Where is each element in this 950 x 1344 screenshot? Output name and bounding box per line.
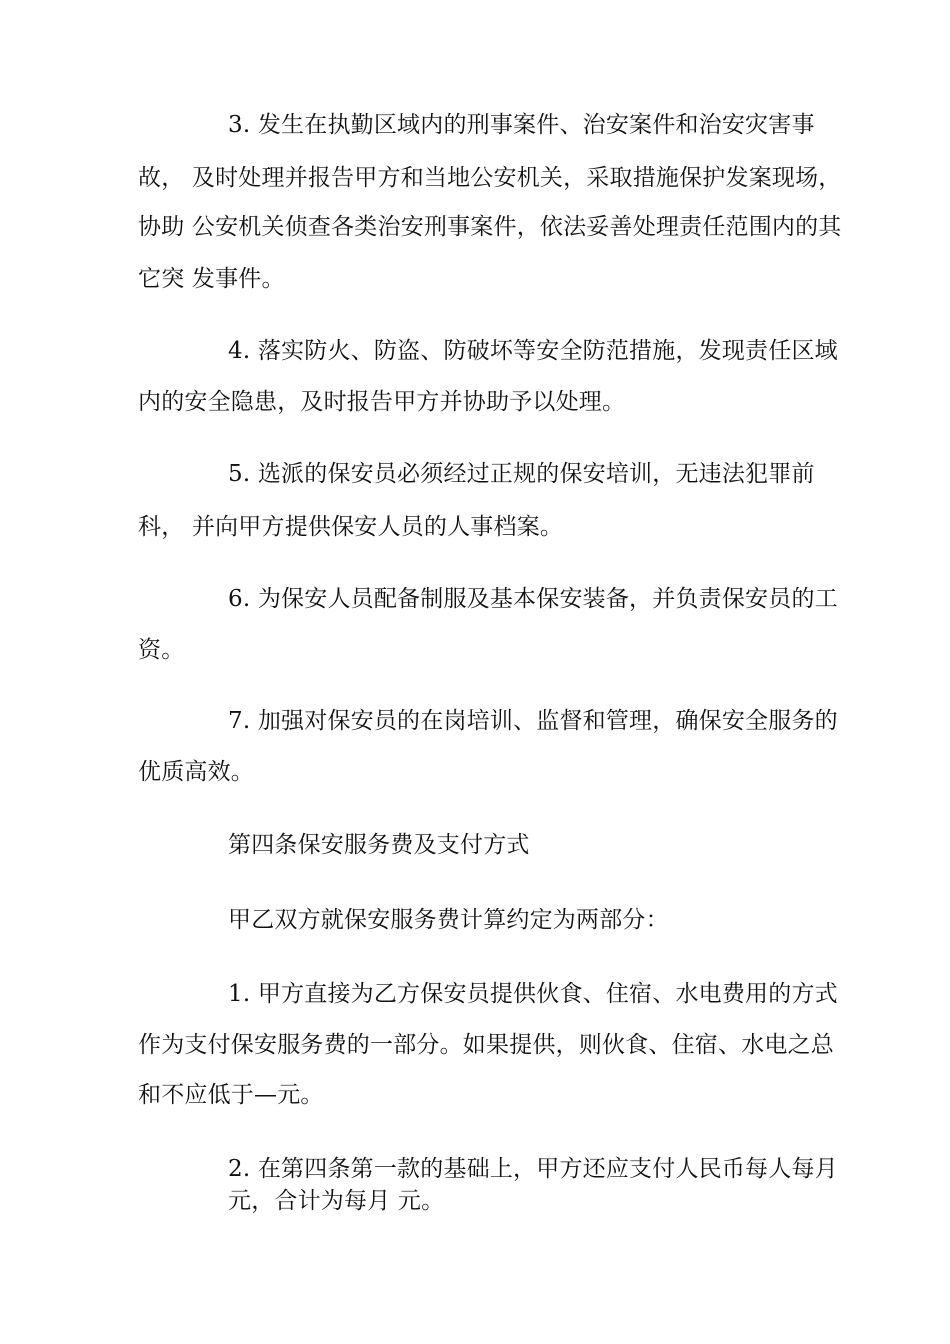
paragraph-9-line-2: 元，合计为每月 元。 [228, 1188, 445, 1214]
paragraph-1-line-4: 它突 发事件。 [138, 266, 285, 292]
paragraph-1-line-2: 故， 及时处理并报告甲方和当地公安机关，采取措施保护发案现场， [138, 165, 842, 191]
paragraph-1-line-1: 3. 发生在执勤区域内的刑事案件、治安案件和治安灾害事 [228, 112, 815, 138]
paragraph-1-line-3: 协助 公安机关侦查各类治安刑事案件，依法妥善处理责任范围内的其 [138, 214, 842, 240]
paragraph-4-line-1: 6. 为保安人员配备制服及基本保安装备，并负责保安员的工 [228, 586, 838, 612]
paragraph-2-line-2: 内的安全隐患，及时报告甲方并协助予以处理。 [138, 389, 626, 415]
section-intro: 甲乙双方就保安服务费计算约定为两部分： [228, 907, 669, 933]
section-heading: 第四条保安服务费及支付方式 [228, 832, 530, 858]
paragraph-8-line-2: 作为支付保安服务费的一部分。如果提供，则伙食、住宿、水电之总 [138, 1032, 834, 1058]
paragraph-4-line-2: 资。 [138, 637, 185, 663]
paragraph-9-line-1: 2. 在第四条第一款的基础上，甲方还应支付人民币每人每月 [228, 1156, 838, 1182]
paragraph-3-line-1: 5. 选派的保安员必须经过正规的保安培训，无违法犯罪前 [228, 461, 815, 487]
paragraph-5-line-2: 优质高效。 [138, 759, 254, 785]
paragraph-2-line-1: 4. 落实防火、防盗、防破坏等安全防范措施，发现责任区域 [228, 338, 838, 364]
paragraph-3-line-2: 科， 并向甲方提供保安人员的人事档案。 [138, 514, 564, 540]
paragraph-5-line-1: 7. 加强对保安员的在岗培训、监督和管理，确保安全服务的 [228, 708, 838, 734]
paragraph-8-line-3: 和不应低于—元。 [138, 1082, 324, 1108]
paragraph-8-line-1: 1. 甲方直接为乙方保安员提供伙食、住宿、水电费用的方式 [228, 981, 838, 1007]
